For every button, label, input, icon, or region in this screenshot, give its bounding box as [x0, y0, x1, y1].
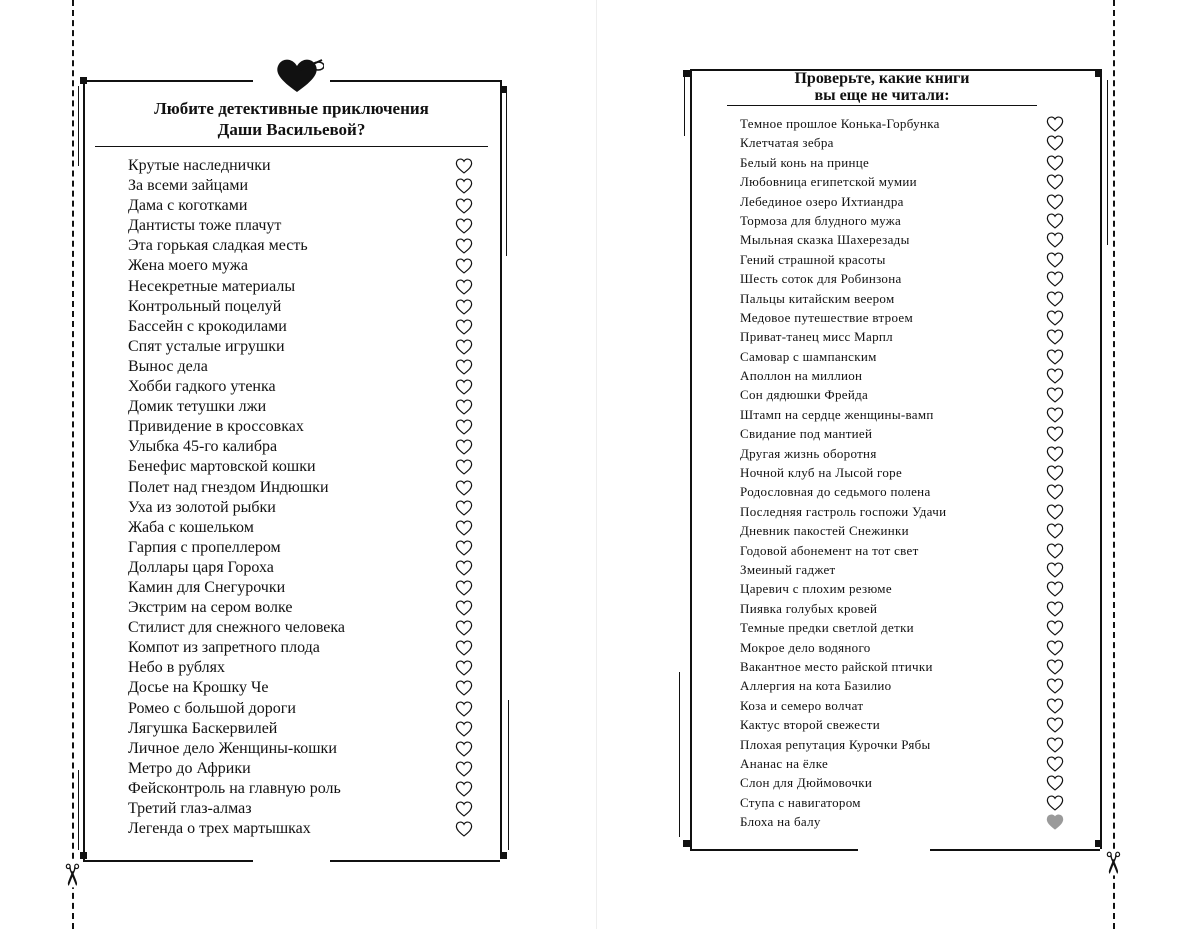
- book-item: [128, 598, 473, 618]
- book-item: [740, 327, 1064, 346]
- book-title: Легенда о трех мартышках: [128, 820, 311, 838]
- heart-icon[interactable]: [455, 279, 473, 295]
- book-spine: [596, 0, 597, 929]
- book-item: [128, 317, 473, 337]
- book-item: [740, 230, 1064, 249]
- book-item: [740, 638, 1064, 657]
- heart-icon[interactable]: [455, 218, 473, 234]
- book-title: Жена моего мужа: [128, 257, 248, 275]
- book-item: [740, 347, 1064, 366]
- heart-icon[interactable]: [1046, 581, 1064, 597]
- heart-icon[interactable]: [1046, 484, 1064, 500]
- book-title: Фейсконтроль на главную роль: [128, 779, 341, 797]
- book-title: Аллергия на кота Базилио: [740, 678, 892, 694]
- heart-icon[interactable]: [1046, 349, 1064, 365]
- book-title: Темное прошлое Конька-Горбунка: [740, 116, 940, 131]
- heart-icon[interactable]: [1046, 756, 1064, 772]
- title-line-1: Любите детективные приключения: [154, 99, 429, 118]
- book-title: Свидание под мантией: [740, 426, 873, 442]
- heart-icon[interactable]: [1046, 213, 1064, 229]
- book-item: [740, 502, 1064, 521]
- book-title: Бенефис мартовской кошки: [128, 458, 316, 476]
- book-title: Плохая репутация Курочки Рябы: [740, 736, 931, 752]
- book-item: [740, 153, 1064, 172]
- heart-icon[interactable]: [1046, 640, 1064, 656]
- book-item: [128, 558, 473, 578]
- book-title: Пальцы китайским веером: [740, 290, 895, 306]
- heart-icon[interactable]: [1046, 116, 1064, 132]
- heart-icon[interactable]: [455, 520, 473, 536]
- book-item: [128, 518, 473, 538]
- book-title: Дневник пакостей Снежинки: [740, 523, 909, 539]
- book-item: [128, 658, 473, 678]
- heart-icon[interactable]: [1046, 620, 1064, 636]
- heart-icon[interactable]: [455, 399, 473, 415]
- book-item: [740, 211, 1064, 230]
- book-item: [128, 297, 473, 317]
- book-title: Любовница египетской мумии: [740, 174, 917, 190]
- left-cut-line: [72, 0, 74, 929]
- book-title: Уха из золотой рыбки: [128, 498, 276, 516]
- heart-icon[interactable]: [1046, 446, 1064, 462]
- book-title: Клетчатая зебра: [740, 135, 834, 151]
- book-item: [740, 657, 1064, 676]
- book-title: Вакантное место райской птички: [740, 658, 933, 674]
- heart-icon[interactable]: [455, 178, 473, 194]
- book-item: [128, 799, 473, 819]
- heart-icon[interactable]: [455, 680, 473, 696]
- heart-icon[interactable]: [1046, 232, 1064, 248]
- book-title: Белый конь на принце: [740, 154, 870, 170]
- heart-icon[interactable]: [1046, 155, 1064, 171]
- book-title: Жаба с кошельком: [128, 518, 254, 536]
- book-item: [128, 397, 473, 417]
- heart-icon[interactable]: [455, 560, 473, 576]
- book-item: [740, 366, 1064, 385]
- book-title: Медовое путешествие втроем: [740, 309, 914, 325]
- heart-icon[interactable]: [455, 299, 473, 315]
- book-title: Приват-танец мисс Марпл: [740, 329, 893, 345]
- heart-icon[interactable]: [1046, 310, 1064, 326]
- book-title: Небо в рублях: [128, 659, 226, 677]
- heart-icon[interactable]: [1046, 717, 1064, 733]
- book-item: [128, 779, 473, 799]
- book-item: [128, 417, 473, 437]
- book-item: [740, 250, 1064, 269]
- book-title: Другая жизнь оборотня: [740, 445, 877, 461]
- heart-icon[interactable]: [1046, 504, 1064, 520]
- book-item: [740, 773, 1064, 792]
- heart-icon[interactable]: [1046, 174, 1064, 190]
- book-title: Домик тетушки лжи: [128, 398, 267, 416]
- heart-icon[interactable]: [1046, 775, 1064, 791]
- book-item: [128, 277, 473, 297]
- book-title: Царевич с плохим резюме: [740, 581, 892, 597]
- heart-icon[interactable]: [1046, 814, 1064, 830]
- book-title: Штамп на сердце женщины-вамп: [740, 406, 934, 422]
- book-title: Несекретные материалы: [128, 277, 296, 295]
- heart-icon[interactable]: [455, 238, 473, 254]
- heart-icon[interactable]: [455, 660, 473, 676]
- heart-icon[interactable]: [455, 500, 473, 516]
- heart-icon[interactable]: [455, 701, 473, 717]
- book-item: [740, 172, 1064, 191]
- title-line-2: вы еще не читали:: [814, 87, 950, 104]
- book-title: Последняя гастроль госпожи Удачи: [740, 503, 947, 519]
- heart-icon[interactable]: [1046, 407, 1064, 423]
- book-title: Улыбка 45-го калибра: [128, 438, 278, 456]
- right-page-title: [727, 70, 1037, 104]
- book-item: [128, 377, 473, 397]
- heart-icon[interactable]: [455, 419, 473, 435]
- book-title: Третий глаз-алмаз: [128, 800, 252, 817]
- book-item: [740, 541, 1064, 560]
- heart-icon[interactable]: [455, 721, 473, 737]
- heart-icon[interactable]: [1046, 698, 1064, 714]
- book-item: [128, 819, 473, 839]
- title-line-1: Проверьте, какие книги: [794, 70, 970, 87]
- book-title: Дантисты тоже плачут: [128, 217, 282, 235]
- book-item: [128, 256, 473, 276]
- book-title: Лягушка Баскервилей: [128, 719, 278, 737]
- heart-icon[interactable]: [1046, 387, 1064, 403]
- book-title: Эта горькая сладкая месть: [128, 237, 308, 255]
- book-title: Личное дело Женщины-кошки: [128, 739, 337, 757]
- heart-icon[interactable]: [455, 379, 473, 395]
- heart-icon[interactable]: [455, 359, 473, 375]
- book-title: Темные предки светлой детки: [740, 620, 914, 636]
- heart-icon[interactable]: [455, 781, 473, 797]
- book-item: [740, 463, 1064, 482]
- book-item: [128, 759, 473, 779]
- book-title: Шесть соток для Робинзона: [740, 271, 902, 287]
- heart-icon[interactable]: [1046, 737, 1064, 753]
- heart-icon[interactable]: [1046, 601, 1064, 617]
- book-title: Змеиный гаджет: [740, 561, 836, 577]
- book-item: [128, 457, 473, 477]
- heart-icon[interactable]: [1046, 795, 1064, 811]
- book-title: Блоха на балу: [740, 814, 821, 830]
- book-item: [740, 114, 1064, 133]
- left-book-list: [128, 156, 473, 839]
- book-item: [740, 599, 1064, 618]
- book-item: [740, 735, 1064, 754]
- book-item: [740, 444, 1064, 463]
- book-item: [740, 676, 1064, 695]
- heart-icon[interactable]: [455, 480, 473, 496]
- book-title: Ромео с большой дороги: [128, 699, 296, 717]
- heart-icon[interactable]: [1046, 252, 1064, 268]
- book-item: [740, 269, 1064, 288]
- book-item: [128, 337, 473, 357]
- book-item: [740, 560, 1064, 579]
- heart-pin-logo: [270, 54, 324, 94]
- book-title: Компот из запретного плода: [128, 639, 320, 657]
- heart-icon[interactable]: [1046, 543, 1064, 559]
- book-item: [740, 521, 1064, 540]
- book-item: [740, 192, 1064, 211]
- book-title: Стилист для снежного человека: [128, 619, 346, 637]
- book-title: Ананас на ёлке: [740, 755, 829, 771]
- heart-icon[interactable]: [1046, 465, 1064, 481]
- book-title: Бассейн с крокодилами: [128, 317, 287, 335]
- book-title: За всеми зайцами: [128, 177, 248, 195]
- heart-icon[interactable]: [1046, 659, 1064, 675]
- book-title: Привидение в кроссовках: [128, 418, 304, 436]
- book-title: Доллары царя Гороха: [128, 558, 274, 576]
- book-title: Мокрое дело водяного: [740, 639, 871, 655]
- book-title: Дама с коготками: [128, 197, 248, 215]
- heart-icon[interactable]: [1046, 329, 1064, 345]
- book-item: [128, 618, 473, 638]
- book-title: Коза и семеро волчат: [740, 697, 864, 713]
- heart-icon[interactable]: [1046, 562, 1064, 578]
- heart-icon[interactable]: [455, 439, 473, 455]
- book-item: [740, 405, 1064, 424]
- book-title: Пиявка голубых кровей: [740, 600, 878, 616]
- heart-icon[interactable]: [455, 319, 473, 335]
- book-title: Гений страшной красоты: [740, 251, 886, 267]
- heart-icon[interactable]: [455, 258, 473, 274]
- heart-icon[interactable]: [1046, 291, 1064, 307]
- heart-icon[interactable]: [1046, 426, 1064, 442]
- book-item: [128, 638, 473, 658]
- book-item: [740, 133, 1064, 152]
- book-item: [740, 618, 1064, 637]
- book-item: [128, 216, 473, 236]
- scissors-icon: ✂: [1094, 850, 1130, 876]
- title-underline: [727, 105, 1037, 106]
- book-item: [128, 236, 473, 256]
- book-title: Гарпия с пропеллером: [128, 538, 281, 556]
- book-item: [128, 498, 473, 518]
- heart-icon[interactable]: [455, 580, 473, 596]
- book-item: [740, 696, 1064, 715]
- title-underline: [95, 146, 488, 147]
- book-item: [128, 538, 473, 558]
- heart-icon[interactable]: [1046, 271, 1064, 287]
- heart-icon[interactable]: [1046, 523, 1064, 539]
- book-title: Экстрим на сером волке: [128, 599, 293, 617]
- book-title: Родословная до седьмого полена: [740, 484, 931, 500]
- book-item: [128, 699, 473, 719]
- book-title: Спят усталые игрушки: [128, 337, 285, 355]
- book-title: Ночной клуб на Лысой горе: [740, 465, 903, 481]
- scissors-icon: ✂: [53, 862, 89, 888]
- book-item: [128, 739, 473, 759]
- book-title: Камин для Снегурочки: [128, 578, 286, 596]
- heart-icon[interactable]: [455, 640, 473, 656]
- book-title: Мыльная сказка Шахерезады: [740, 232, 910, 248]
- book-title: Вынос дела: [128, 357, 208, 375]
- book-title: Слон для Дюймовочки: [740, 775, 873, 791]
- book-item: [740, 385, 1064, 404]
- heart-icon[interactable]: [455, 459, 473, 475]
- heart-icon[interactable]: [1046, 368, 1064, 384]
- heart-icon[interactable]: [455, 821, 473, 837]
- book-title: Сон дядюшки Фрейда: [740, 387, 869, 403]
- book-title: Кактус второй свежести: [740, 717, 880, 733]
- book-title: Полет над гнездом Индюшки: [128, 478, 329, 496]
- heart-icon[interactable]: [455, 339, 473, 355]
- book-title: Лебединое озеро Ихтиандра: [740, 193, 904, 209]
- heart-icon[interactable]: [455, 158, 473, 174]
- book-item: [740, 715, 1064, 734]
- title-line-2: Даши Васильевой?: [217, 120, 366, 139]
- book-item: [128, 478, 473, 498]
- heart-icon[interactable]: [455, 761, 473, 777]
- heart-icon[interactable]: [455, 540, 473, 556]
- book-item: [128, 719, 473, 739]
- book-item: [128, 176, 473, 196]
- book-item: [128, 437, 473, 457]
- right-cut-line: [1113, 0, 1115, 929]
- book-item: [128, 578, 473, 598]
- heart-icon[interactable]: [455, 741, 473, 757]
- heart-icon[interactable]: [455, 600, 473, 616]
- book-item: [740, 308, 1064, 327]
- book-item: [740, 289, 1064, 308]
- book-title: Тормоза для блудного мужа: [740, 212, 902, 228]
- book-title: Контрольный поцелуй: [128, 297, 282, 315]
- book-title: Годовой абонемент на тот свет: [740, 542, 919, 558]
- book-title: Досье на Крошку Че: [128, 679, 269, 697]
- book-item: [740, 579, 1064, 598]
- heart-icon[interactable]: [455, 801, 473, 817]
- book-item: [128, 196, 473, 216]
- book-title: Крутые наследнички: [128, 157, 271, 174]
- heart-icon[interactable]: [1046, 194, 1064, 210]
- book-title: Аполлон на миллион: [740, 368, 863, 384]
- book-item: [740, 793, 1064, 812]
- book-item: [740, 812, 1064, 831]
- book-item: [128, 156, 473, 176]
- heart-icon[interactable]: [1046, 135, 1064, 151]
- book-title: Метро до Африки: [128, 759, 251, 777]
- book-item: [740, 424, 1064, 443]
- book-item: [128, 678, 473, 698]
- heart-icon[interactable]: [455, 198, 473, 214]
- left-page-title: [95, 98, 488, 140]
- book-item: [128, 357, 473, 377]
- heart-icon[interactable]: [455, 620, 473, 636]
- heart-icon[interactable]: [1046, 678, 1064, 694]
- book-title: Хобби гадкого утенка: [128, 378, 276, 396]
- book-title: Ступа с навигатором: [740, 794, 861, 810]
- book-item: [740, 482, 1064, 501]
- book-item: [740, 754, 1064, 773]
- book-title: Самовар с шампанским: [740, 348, 877, 364]
- right-book-list: [740, 114, 1064, 831]
